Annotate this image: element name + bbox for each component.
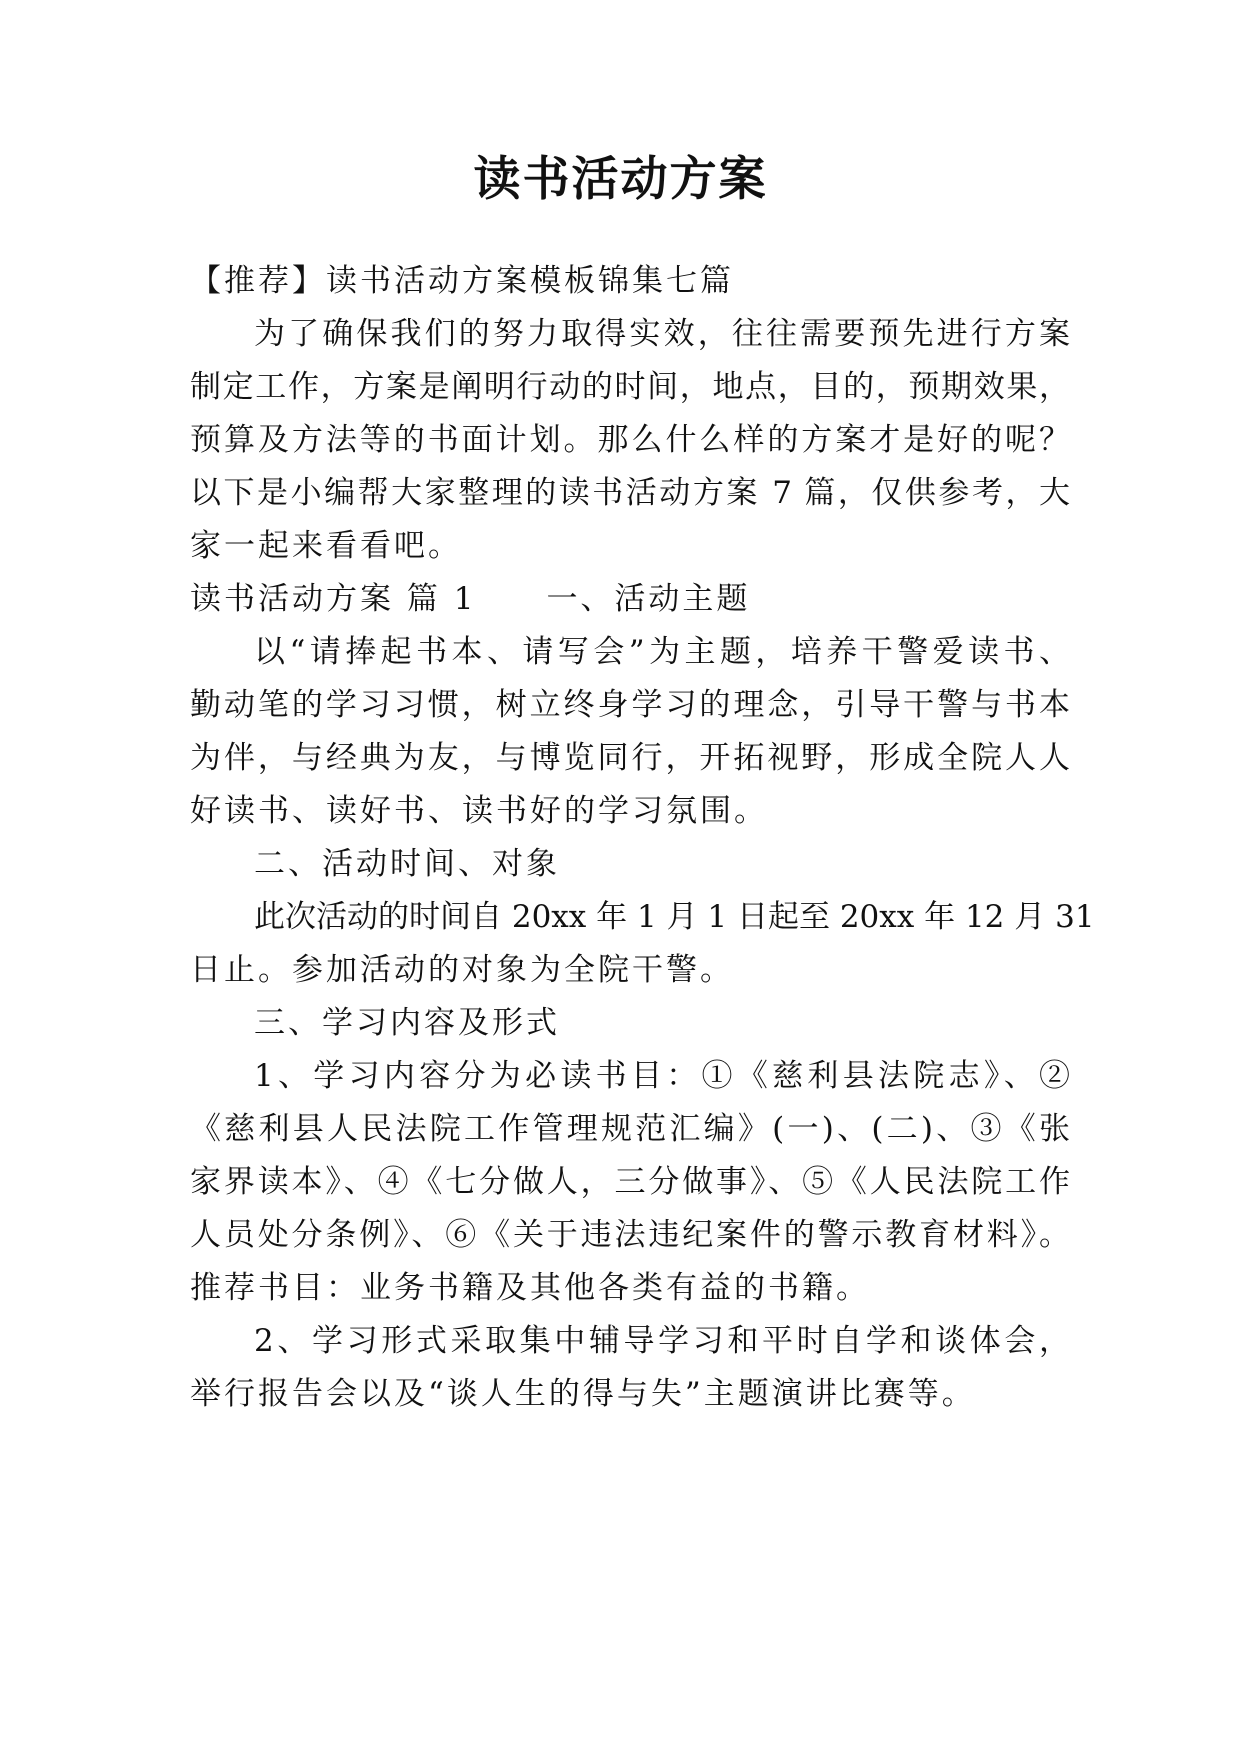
form-line: 2、学习形式采取集中辅导学习和平时自学和谈体会， xyxy=(254,1323,1070,1359)
document-title: 读书活动方案 xyxy=(473,152,768,207)
intro-line: 为了确保我们的努力取得实效，往往需要预先进行方案 xyxy=(254,316,1070,352)
intro-line: 以下是小编帮大家整理的读书活动方案 7 篇，仅供参考，大 xyxy=(190,475,1070,511)
heading-activity-theme: 一、活动主题 xyxy=(546,581,751,617)
section-label-row xyxy=(190,576,1070,622)
document-subtitle: 【推荐】读书活动方案模板锦集七篇 xyxy=(190,263,734,299)
content-line: 1、学习内容分为必读书目：①《慈利县法院志》、② xyxy=(254,1058,1070,1094)
intro-line: 家一起来看看吧。 xyxy=(190,528,462,564)
intro-line: 制定工作，方案是阐明行动的时间，地点，目的，预期效果， xyxy=(190,369,1070,405)
section-label: 读书活动方案 篇 1 xyxy=(190,581,477,617)
content-line: 《慈利县人民法院工作管理规范汇编》(一)、(二)、③《张 xyxy=(190,1111,1070,1147)
intro-line: 预算及方法等的书面计划。那么什么样的方案才是好的呢？ xyxy=(190,422,1070,458)
heading-study-content: 三、学习内容及形式 xyxy=(254,1005,560,1041)
time-line: 此次活动的时间自 20xx 年 1 月 1 日起至 20xx 年 12 月 31 xyxy=(254,899,1095,935)
theme-line: 为伴，与经典为友，与博览同行，开拓视野，形成全院人人 xyxy=(190,740,1070,776)
content-line: 推荐书目：业务书籍及其他各类有益的书籍。 xyxy=(190,1270,870,1306)
content-line: 家界读本》、④《七分做人，三分做事》、⑤《人民法院工作 xyxy=(190,1164,1070,1200)
theme-line: 勤动笔的学习习惯，树立终身学习的理念，引导干警与书本 xyxy=(190,687,1070,723)
heading-activity-time: 二、活动时间、对象 xyxy=(254,846,560,882)
content-line: 人员处分条例》、⑥《关于违法违纪案件的警示教育材料》。 xyxy=(190,1217,1070,1253)
theme-line: 好读书、读好书、读书好的学习氛围。 xyxy=(190,793,768,829)
theme-line: 以“请捧起书本、请写会”为主题，培养干警爱读书、 xyxy=(254,634,1070,670)
time-line: 日止。参加活动的对象为全院干警。 xyxy=(190,952,734,988)
form-line: 举行报告会以及“谈人生的得与失”主题演讲比赛等。 xyxy=(190,1376,976,1412)
